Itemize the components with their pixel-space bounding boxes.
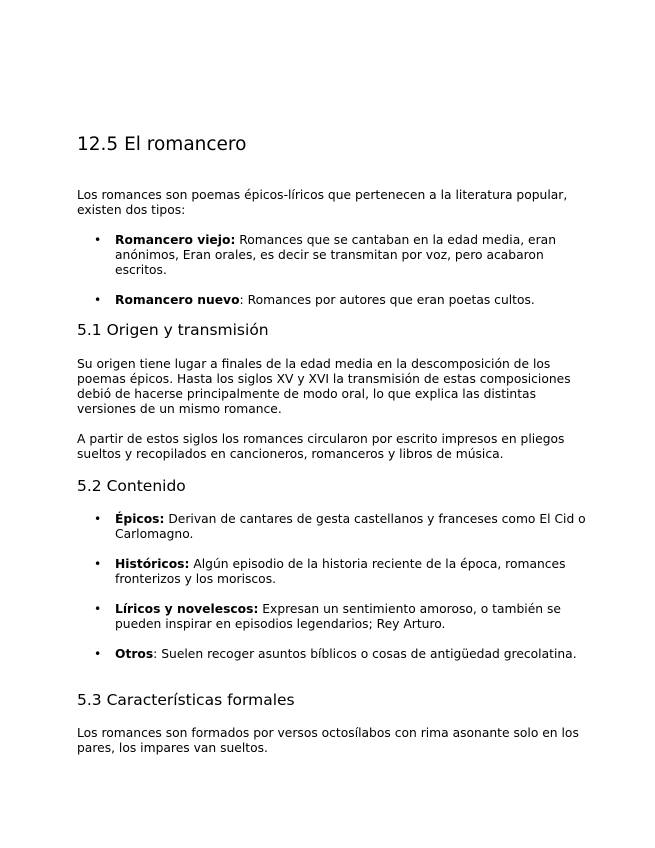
page-title: 12.5 El romancero <box>77 134 247 155</box>
bullet-icon: • <box>94 557 102 571</box>
bullet-icon: • <box>94 512 102 526</box>
list-item-text: Romances que se cantaban en la edad media, eran anónimos, Eran orales, es decir se transmitan por voz, pero acabaron escritos. <box>115 233 556 277</box>
list-item-text: : Suelen recoger asuntos bíblicos o cosas de antigüedad grecolatina. <box>153 647 577 661</box>
bullet-icon: • <box>94 293 102 307</box>
list-item-text: : Romances por autores que eran poetas cultos. <box>239 293 535 307</box>
list-item <box>77 602 587 632</box>
list-item-text: Derivan de cantares de gesta castellanos y franceses como El Cid o Carlomagno. <box>115 512 586 541</box>
list-item-term: Otros <box>115 647 154 661</box>
romancero-types-list <box>77 233 587 308</box>
list-item-text: Expresan un sentimiento amoroso, o también se pueden inspirar en episodios legendarios; Rey Arturo. <box>115 602 561 631</box>
section-heading-contenido: 5.2 Contenido <box>77 477 186 495</box>
caracteristicas-paragraph: Los romances son formados por versos octosílabos con rima asonante solo en los pares, los impares van sueltos. <box>77 726 579 755</box>
bullet-icon: • <box>94 233 102 247</box>
list-item <box>77 293 587 308</box>
origen-paragraph-1: Su origen tiene lugar a finales de la edad media en la descomposición de los poemas épicos. Hasta los siglos XV y XVI la transmisión de estas composiciones debió de hacerse principalmente de modo oral, lo que explica las distintas versiones de un mismo romance. <box>77 357 571 416</box>
list-item-term: Líricos y novelescos: <box>115 602 259 616</box>
list-item-text: Algún episodio de la historia reciente de la época, romances fronterizos y los moriscos. <box>115 557 566 586</box>
list-item <box>77 233 587 278</box>
bullet-icon: • <box>94 647 102 661</box>
list-item-term: Épicos: <box>115 512 165 526</box>
list-item <box>77 557 587 587</box>
list-item-term: Romancero nuevo <box>115 293 240 307</box>
list-item <box>77 647 587 662</box>
list-item-term: Romancero viejo: <box>115 233 236 247</box>
list-item-term: Históricos: <box>115 557 190 571</box>
contenido-list <box>77 512 587 662</box>
origen-paragraph-2: A partir de estos siglos los romances circularon por escrito impresos en pliegos sueltos y recopilados en cancioneros, romanceros y libros de música. <box>77 432 565 461</box>
bullet-icon: • <box>94 602 102 616</box>
intro-paragraph: Los romances son poemas épicos-líricos que pertenecen a la literatura popular, existen dos tipos: <box>77 188 568 217</box>
section-heading-caracteristicas: 5.3 Características formales <box>77 691 295 709</box>
section-heading-origen: 5.1 Origen y transmisión <box>77 321 269 339</box>
list-item <box>77 512 587 542</box>
